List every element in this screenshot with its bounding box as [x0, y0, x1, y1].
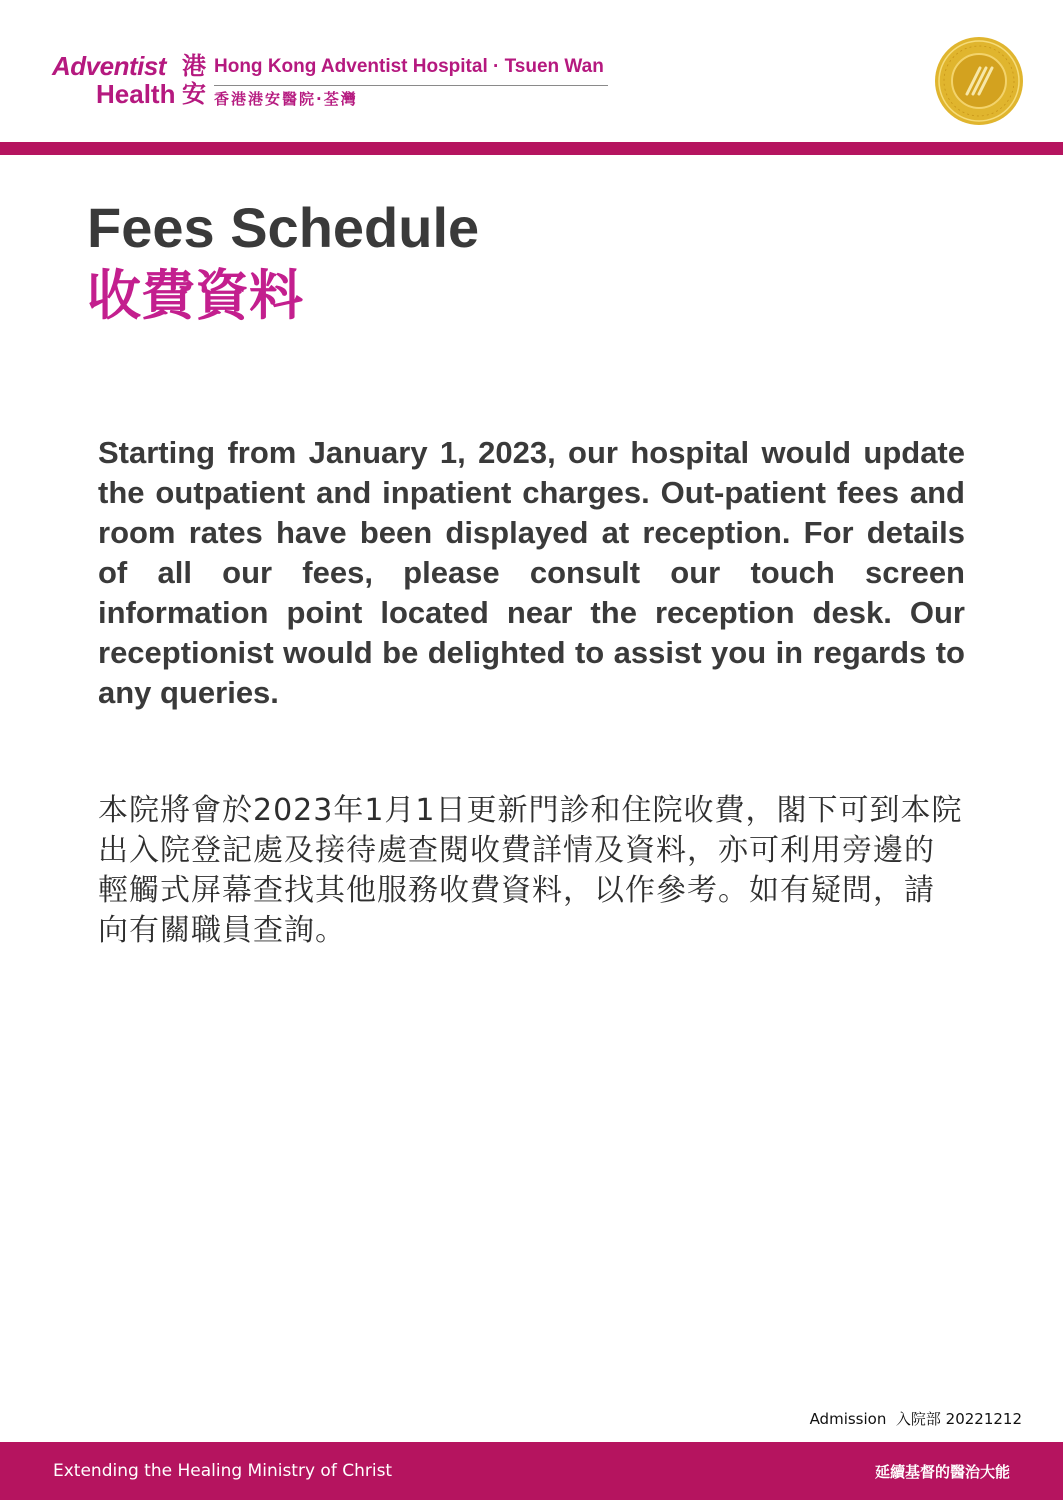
- page-header: [0, 0, 1063, 142]
- logo-line1: Adventist: [52, 51, 166, 81]
- accreditation-seal-icon: [934, 36, 1024, 126]
- notice-paragraph-cn: 本院將會於2023年1月1日更新門診和住院收費，閣下可到本院出入院登記處及接待處查閱收費詳情及資料，亦可利用旁邊的輕觸式屏幕查找其他服務收費資料，以作參考。如有疑問，請向有關職員查詢。: [98, 793, 963, 948]
- footer-tagline-en: Extending the Healing Ministry of Christ: [53, 1461, 393, 1481]
- logo-line2: Health: [96, 79, 176, 109]
- page-title-en: Fees Schedule: [87, 196, 480, 259]
- footer-tagline-cn: 延續基督的醫治大能: [874, 1463, 1010, 1481]
- logo-cn-line2: 安: [182, 80, 206, 108]
- logo-wordmark: [52, 52, 178, 108]
- document-reference: Admission 入院部 20221212: [809, 1410, 1022, 1428]
- hospital-name-cn: 香港港安醫院·荃灣: [214, 90, 358, 108]
- logo-cn-line1: 港: [182, 52, 206, 80]
- notice-paragraph-en: Starting from January 1, 2023, our hospital would update the outpatient and inpatient charges. Out-patient fees and room rates have been displayed at reception. For details of all our fees, please consult our touch screen information point located near the reception desk. Our receptionist would be delighted to assist you in regards to any queries.: [98, 435, 965, 710]
- logo-chinese: [182, 52, 210, 108]
- hospital-name-en: Hong Kong Adventist Hospital · Tsuen Wan: [214, 56, 604, 77]
- page-title-cn: 收費資料: [87, 264, 303, 327]
- page-footer: [0, 1442, 1063, 1500]
- hospital-name-divider: [214, 85, 608, 86]
- header-accent-bar: [0, 142, 1063, 155]
